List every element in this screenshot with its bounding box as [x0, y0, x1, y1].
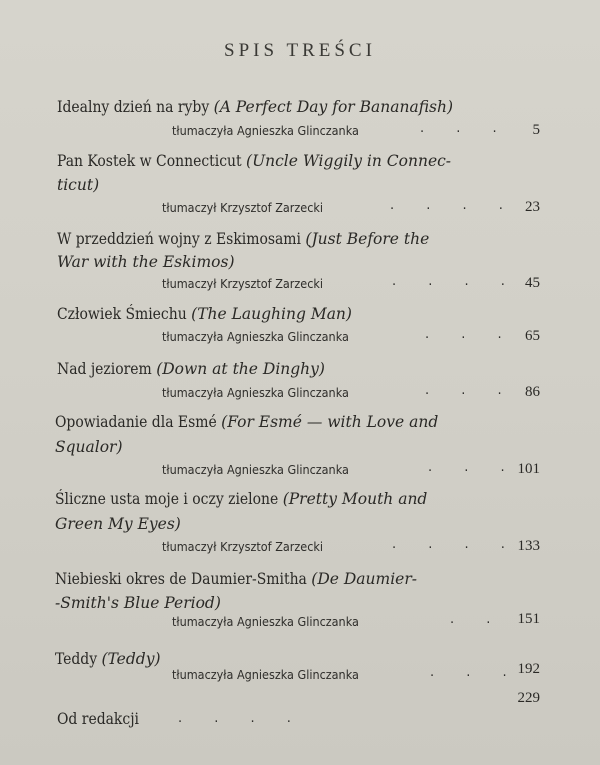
entry-translator: tłumaczyła Agnieszka Glinczanka [172, 123, 359, 138]
entry-translator: tłumaczyła Agnieszka Glinczanka [172, 614, 359, 629]
entry-page-number: 133 [517, 538, 540, 554]
entry-page-number: 45 [525, 275, 540, 291]
editorial-label: Od redakcji [57, 710, 139, 728]
entry-page-number: 192 [517, 661, 540, 677]
entry-title: Pan Kostek w Connecticut (Uncle Wiggily in Connec- [57, 152, 452, 170]
entry-title: Śliczne usta moje i oczy zielone (Pretty Mouth and [55, 490, 428, 508]
entry-title: Nad jeziorem (Down at the Dinghy) [57, 360, 325, 378]
entry-title: Idealny dzień na ryby (A Perfect Day for Bananafish) [57, 98, 454, 116]
entry-page-number: 86 [525, 384, 540, 400]
entry-page-number: 5 [532, 122, 540, 138]
leader-dots: . . . [425, 383, 516, 398]
entry-translator: tłumaczyła Agnieszka Glinczanka [172, 667, 359, 682]
entry-translator: tłumaczyła Agnieszka Glinczanka [162, 385, 349, 400]
entry-title-continued: War with the Eskimos) [57, 253, 235, 271]
entry-translator: tłumaczył Krzysztof Zarzecki [162, 276, 324, 291]
leader-dots: . . . [420, 121, 511, 136]
leader-dots: . . . [428, 460, 519, 475]
leader-dots: . . [450, 612, 505, 627]
entry-title: Człowiek Śmiechu (The Laughing Man) [57, 305, 352, 323]
leader-dots: . . . . [390, 198, 517, 213]
entry-title: Niebieski okres de Daumier-Smitha (De Daumier- [55, 570, 417, 588]
entry-page-number: 101 [517, 461, 540, 477]
leader-dots: . . . [425, 327, 516, 342]
leader-dots: . . . . [392, 537, 519, 552]
entry-translator: tłumaczył Krzysztof Zarzecki [162, 200, 324, 215]
entry-page-number: 65 [525, 328, 540, 344]
page-title: SPIS TREŚCI [224, 40, 376, 61]
entry-title-continued: -Smith's Blue Period) [55, 594, 221, 612]
entry-page-number: 151 [517, 611, 540, 627]
entry-title-continued: Green My Eyes) [55, 515, 181, 533]
entry-translator: tłumaczyła Agnieszka Glinczanka [162, 329, 349, 344]
editorial-page-number: 229 [517, 690, 540, 706]
leader-dots: . . . [430, 665, 521, 680]
entry-title: Teddy (Teddy) [55, 650, 161, 668]
entry-translator: tłumaczył Krzysztof Zarzecki [162, 539, 324, 554]
entry-title-continued: ticut) [57, 176, 100, 194]
entry-title: W przeddzień wojny z Eskimosami (Just Before the [57, 230, 430, 248]
entry-title: Opowiadanie dla Esmé (For Esmé — with Love and [55, 413, 439, 431]
entry-translator: tłumaczyła Agnieszka Glinczanka [162, 462, 349, 477]
entry-title-continued: Squalor) [55, 438, 123, 456]
leader-dots: . . . . [392, 274, 519, 289]
leader-dots: . . . . [178, 711, 305, 726]
entry-page-number: 23 [525, 199, 540, 215]
